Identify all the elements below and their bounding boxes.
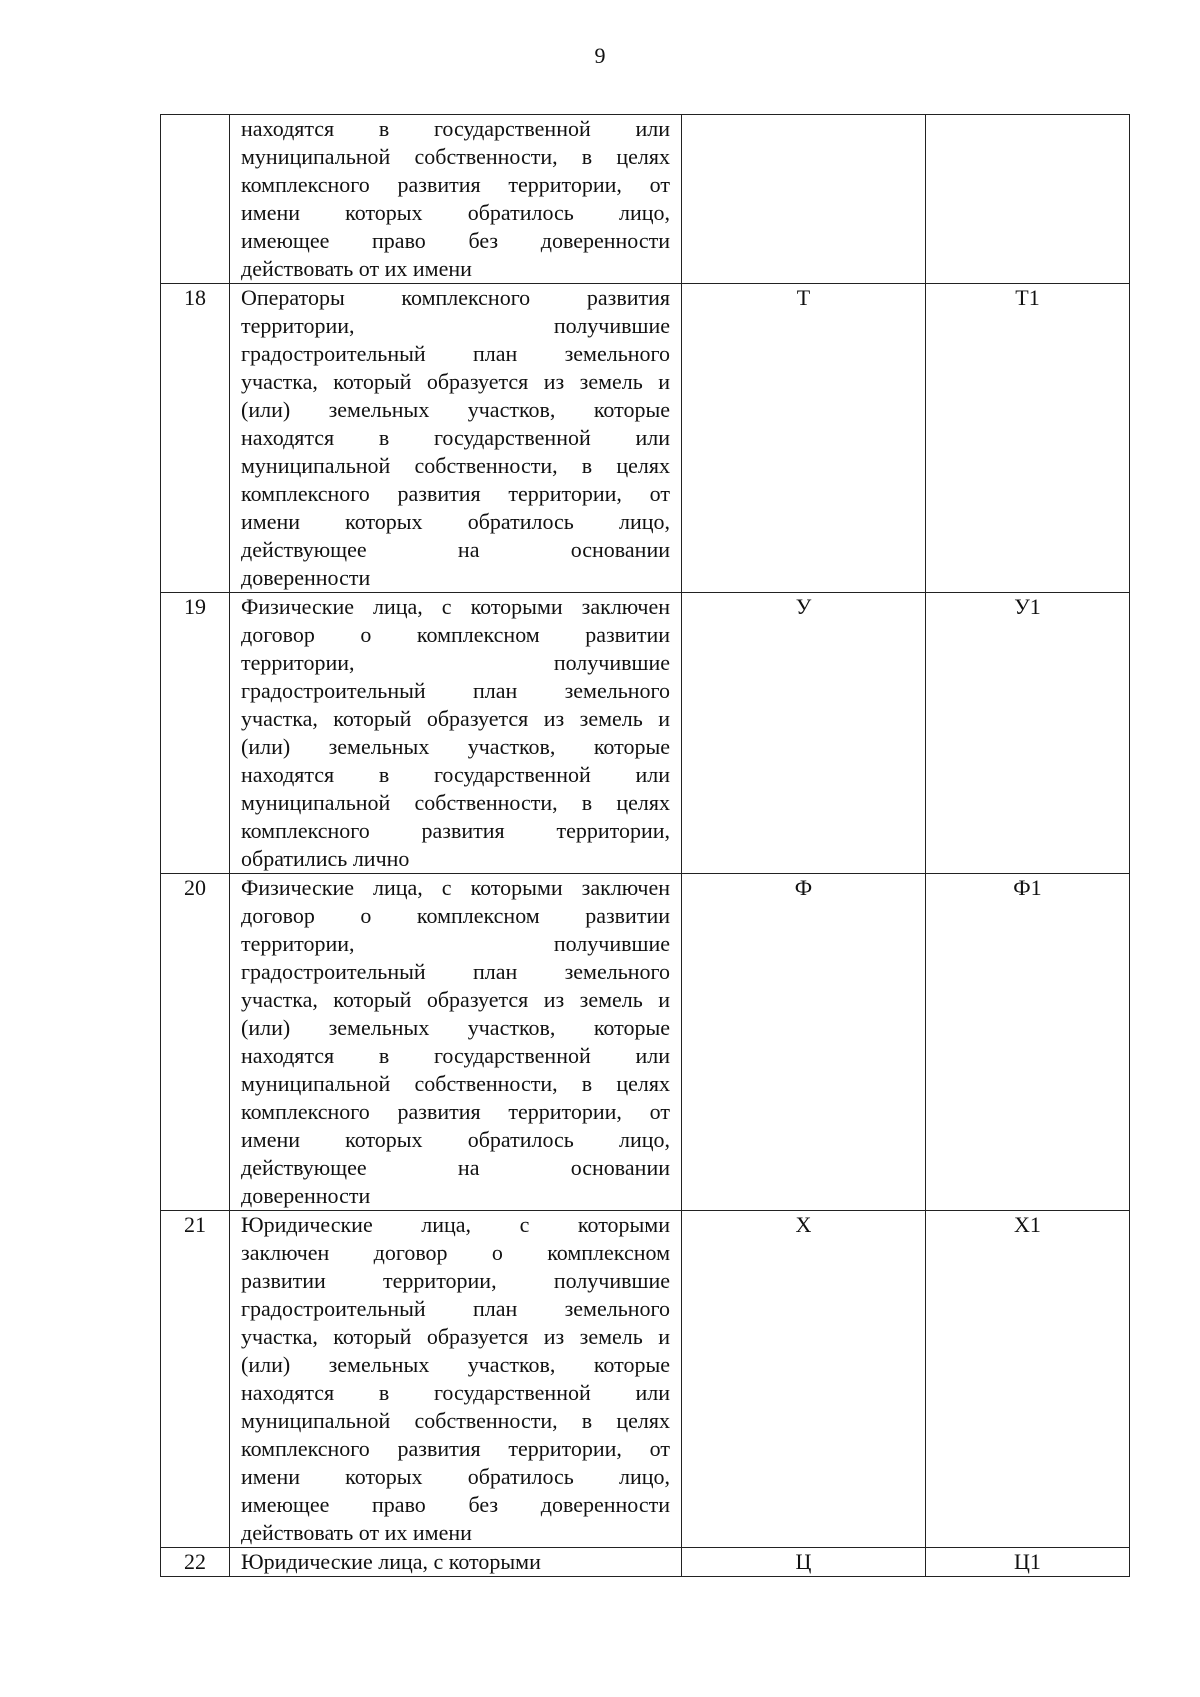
- description-line: находятся в государственной или: [241, 762, 670, 787]
- description-line: действовать от их имени: [241, 1520, 472, 1545]
- row-description: [230, 1211, 682, 1548]
- description-line: территории, получившие: [241, 313, 670, 338]
- description-line: договор о комплексном развитии: [241, 903, 670, 928]
- row-code: Ф: [682, 874, 926, 1211]
- table-row: [161, 284, 1130, 593]
- row-code-secondary: Ц1: [926, 1548, 1130, 1577]
- description-line: участка, который образуется из земель и: [241, 706, 670, 731]
- row-code-secondary: У1: [926, 593, 1130, 874]
- table-row: [161, 115, 1130, 284]
- description-line: участка, который образуется из земель и: [241, 987, 670, 1012]
- description-line: имеющее право без доверенности: [241, 1492, 670, 1517]
- description-line: участка, который образуется из земель и: [241, 1324, 670, 1349]
- row-description: [230, 284, 682, 593]
- row-code-secondary: Т1: [926, 284, 1130, 593]
- description-line: имени которых обратилось лицо,: [241, 1127, 670, 1152]
- description-line: развитии территории, получившие: [241, 1268, 670, 1293]
- description-line: (или) земельных участков, которые: [241, 397, 670, 422]
- description-line: (или) земельных участков, которые: [241, 734, 670, 759]
- description-line: Операторы комплексного развития: [241, 285, 670, 310]
- description-line: имеющее право без доверенности: [241, 228, 670, 253]
- description-line: территории, получившие: [241, 931, 670, 956]
- description-line: комплексного развития территории, от: [241, 1099, 670, 1124]
- row-number: 19: [161, 593, 230, 874]
- description-line: комплексного развития территории, от: [241, 481, 670, 506]
- description-line: имени которых обратилось лицо,: [241, 200, 670, 225]
- description-line: Юридические лица, с которыми: [241, 1212, 670, 1237]
- row-description: [230, 1548, 682, 1577]
- codes-table: [160, 114, 1130, 1577]
- row-number: 22: [161, 1548, 230, 1577]
- description-line: градостроительный план земельного: [241, 959, 670, 984]
- row-code: Т: [682, 284, 926, 593]
- description-line: муниципальной собственности, в целях: [241, 144, 670, 169]
- table-body: [161, 115, 1130, 1577]
- description-line: Физические лица, с которыми заключен: [241, 875, 670, 900]
- row-code-secondary: Х1: [926, 1211, 1130, 1548]
- row-code-secondary: [926, 115, 1130, 284]
- description-line: Юридические лица, с которыми: [241, 1549, 541, 1574]
- row-code: У: [682, 593, 926, 874]
- row-description: [230, 874, 682, 1211]
- row-description: [230, 593, 682, 874]
- row-number: 18: [161, 284, 230, 593]
- description-line: действующее на основании: [241, 537, 670, 562]
- row-code: Х: [682, 1211, 926, 1548]
- description-line: градостроительный план земельного: [241, 678, 670, 703]
- row-code: Ц: [682, 1548, 926, 1577]
- description-line: градостроительный план земельного: [241, 341, 670, 366]
- description-line: Физические лица, с которыми заключен: [241, 594, 670, 619]
- description-line: обратились лично: [241, 846, 410, 871]
- description-line: доверенности: [241, 565, 371, 590]
- description-line: муниципальной собственности, в целях: [241, 1071, 670, 1096]
- description-line: заключен договор о комплексном: [241, 1240, 670, 1265]
- description-line: действовать от их имени: [241, 256, 472, 281]
- description-line: территории, получившие: [241, 650, 670, 675]
- row-code: [682, 115, 926, 284]
- description-line: находятся в государственной или: [241, 116, 670, 141]
- description-line: градостроительный план земельного: [241, 1296, 670, 1321]
- description-line: находятся в государственной или: [241, 1380, 670, 1405]
- description-line: имени которых обратилось лицо,: [241, 1464, 670, 1489]
- description-line: (или) земельных участков, которые: [241, 1015, 670, 1040]
- description-line: муниципальной собственности, в целях: [241, 453, 670, 478]
- description-line: комплексного развития территории, от: [241, 172, 670, 197]
- row-number: 20: [161, 874, 230, 1211]
- row-number: [161, 115, 230, 284]
- table-row: [161, 1211, 1130, 1548]
- description-line: доверенности: [241, 1183, 371, 1208]
- description-line: договор о комплексном развитии: [241, 622, 670, 647]
- description-line: муниципальной собственности, в целях: [241, 1408, 670, 1433]
- row-description: [230, 115, 682, 284]
- page-number: 9: [594, 43, 606, 68]
- table-row: [161, 874, 1130, 1211]
- description-line: находятся в государственной или: [241, 1043, 670, 1068]
- description-line: имени которых обратилось лицо,: [241, 509, 670, 534]
- description-line: участка, который образуется из земель и: [241, 369, 670, 394]
- description-line: комплексного развития территории,: [241, 818, 670, 843]
- description-line: муниципальной собственности, в целях: [241, 790, 670, 815]
- description-line: (или) земельных участков, которые: [241, 1352, 670, 1377]
- description-line: комплексного развития территории, от: [241, 1436, 670, 1461]
- table-row: [161, 1548, 1130, 1577]
- table-row: [161, 593, 1130, 874]
- description-line: находятся в государственной или: [241, 425, 670, 450]
- row-number: 21: [161, 1211, 230, 1548]
- row-code-secondary: Ф1: [926, 874, 1130, 1211]
- description-line: действующее на основании: [241, 1155, 670, 1180]
